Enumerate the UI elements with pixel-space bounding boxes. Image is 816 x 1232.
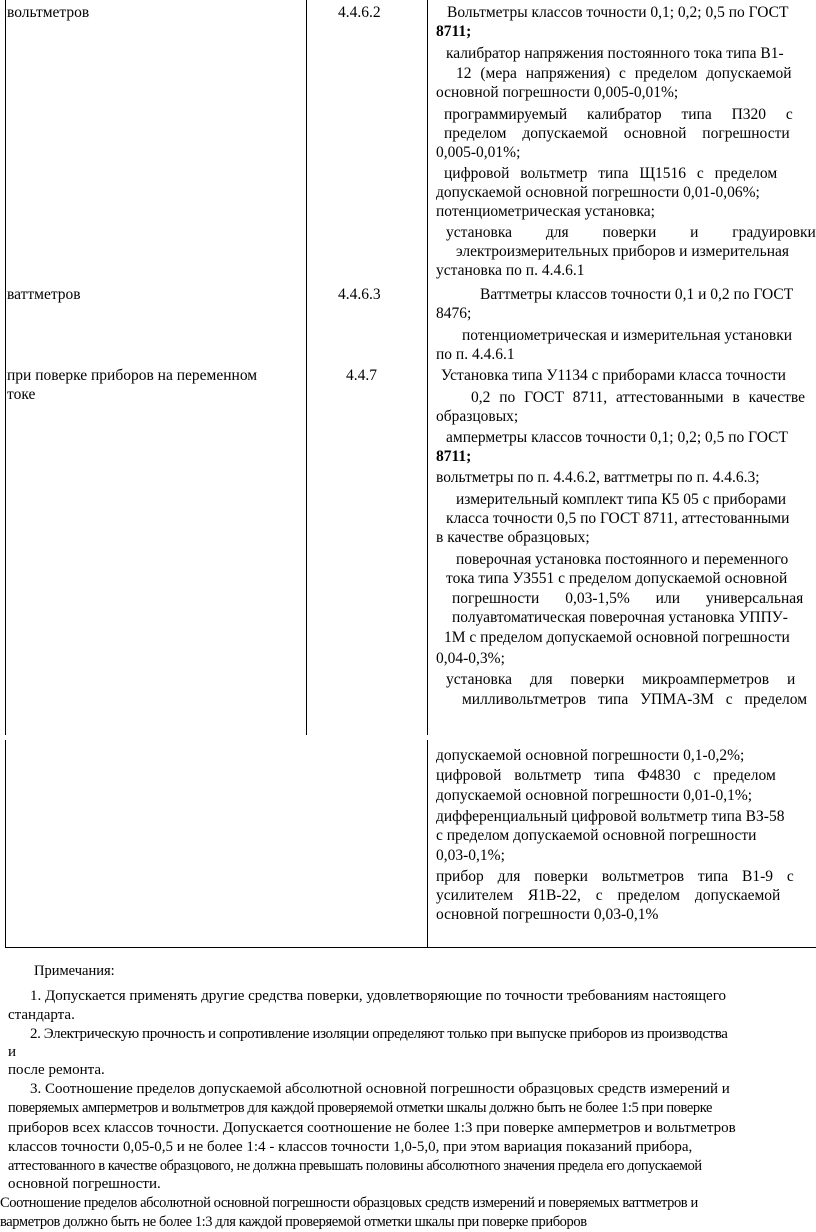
means-line: установка по п. 4.4.6.1 [436,262,585,279]
means-line: дифференциальный цифровой вольтметр типа ВЗ-58 [436,808,785,825]
means-line: по п. 4.4.6.1 [436,346,515,363]
means-line: поверочная установка постоянного и переменного [456,551,789,568]
table-upper-col-divider-2 [427,0,428,735]
means-line: электроизмерительных приборов и измерительная [456,243,790,260]
row-name-ac: при поверке приборов на переменном [7,367,258,384]
means-line: с пределом допускаемой основной погрешности [436,827,757,844]
note-line: стандарта. [8,1007,75,1023]
means-line: 8476; [436,305,472,322]
row-name-wattmeters: ваттметров [7,286,81,303]
note-line: классов точности 0,05-0,5 и не более 1:4 - классов точности 1,0-5,0, при этом вариация показаний прибора, [8,1139,693,1155]
note-line: 3. Соотношение пределов допускаемой абсолютной основной погрешности образцовых средств измерений и [30,1081,730,1097]
notes-heading: Примечания: [34,963,115,979]
means-line: класса точности 0,5 по ГОСТ 8711, аттестованными [446,510,790,527]
table-lower-col-divider [427,740,428,947]
means-line: Вольтметры классов точности 0,1; 0,2; 0,5 по ГОСТ [447,4,789,21]
means-line: измерительный комплект типа К5 05 с приборами [456,491,787,508]
means-line: пределом допускаемой основной погрешности [444,125,790,142]
note-line: 2. Электрическую прочность и сопротивление изоляции определяют только при выпуске приборов из производства [30,1026,728,1042]
means-line: потенциометрическая установка; [436,203,655,220]
table-upper-left-border [5,0,6,735]
note-line: аттестованного в качестве образцового, не должна превышать половины абсолютного значения предела его допускаемой [8,1158,702,1174]
means-line: милливольтметров типа УПМА-ЗМ с пределом [462,691,808,708]
note-line: 1. Допускается применять другие средства поверки, удовлетворяющие по точности требованиям настоящего [30,988,726,1004]
means-line: Ваттметры классов точности 0,1 и 0,2 по ГОСТ [480,286,794,303]
means-line: 0,04-0,3%; [436,650,505,667]
means-line: потенциометрическая и измерительная установки [462,327,793,344]
table-lower-left-border [5,740,6,947]
means-line: 0,2 по ГОСТ 8711, аттестованными в качестве [471,389,806,406]
means-line: допускаемой основной погрешности 0,01-0,1%; [436,787,753,804]
means-line: 8711; [436,23,472,40]
row-clause-wattmeters: 4.4.6.3 [338,286,381,303]
means-line: 8711; [436,448,472,465]
means-line: усилителем Я1В-22, с пределом допускаемой [436,887,781,904]
means-line: допускаемой основной погрешности 0,1-0,2%; [436,747,745,764]
row-name-ac-cont: токе [7,386,36,403]
note-line: основной погрешности. [8,1176,161,1192]
means-line: цифровой вольтметр типа Щ1516 с пределом [444,165,778,182]
table-upper-col-divider-1 [306,0,307,735]
means-line: полуавтоматическая поверочная установка УППУ- [452,609,788,626]
means-line: цифровой вольтметр типа Ф4830 с пределом [436,767,776,784]
means-line: 0,03-0,1%; [436,847,505,864]
means-line: образцовых; [436,408,519,425]
means-line: прибор для поверки вольтметров типа В1-9 с [436,868,794,885]
means-line: установка для поверки и градуировки [446,224,816,241]
table-lower-bottom-border [5,947,816,948]
means-line: в качестве образцовых; [436,529,590,546]
note-line: Соотношение пределов абсолютной основной погрешности образцовых средств измерений и поверяемых ваттметров и [0,1195,698,1211]
row-clause-voltmeters: 4.4.6.2 [338,4,381,21]
means-line: калибратор напряжения постоянного тока типа В1- [446,45,784,62]
means-line: Установка типа У1134 с приборами класса точности [441,367,786,384]
means-line: вольтметры по п. 4.4.6.2, ваттметры по п. 4.4.6.3; [436,469,760,486]
means-line: 12 (мера напряжения) с пределом допускаемой [456,65,792,82]
means-line: 0,005-0,01%; [436,144,521,161]
means-line: основной погрешности 0,005-0,01%; [436,84,679,101]
means-line: установка для поверки микроамперметров и [446,671,796,688]
note-line: после ремонта. [8,1062,105,1078]
row-clause-ac: 4.4.7 [346,367,377,384]
means-line: амперметры классов точности 0,1; 0,2; 0,5 по ГОСТ [446,429,788,446]
means-line: допускаемой основной погрешности 0,01-0,06%; [436,184,760,201]
means-line: основной погрешности 0,03-0,1% [436,906,659,923]
note-line: варметров должно быть не более 1:3 для каждой проверяемой отметки шкалы при поверке приборов [0,1214,587,1230]
note-line: поверяемых амперметров и вольтметров для каждой проверяемой отметки шкалы должно быть не более 1:5 при поверке [8,1100,713,1116]
means-line: 1М с пределом допускаемой основной погрешности [444,629,790,646]
note-line: и [8,1044,17,1060]
means-line: программируемый калибратор типа П320 с [444,106,793,123]
row-name-voltmeters: вольтметров [7,4,90,21]
means-line: погрешности 0,03-1,5% или универсальная [452,590,804,607]
note-line: приборов всех классов точности. Допускается соотношение не более 1:3 при поверке амперметров и вольтметров [8,1120,736,1136]
means-line: тока типа УЗ551 с пределом допускаемой основной [446,570,788,587]
